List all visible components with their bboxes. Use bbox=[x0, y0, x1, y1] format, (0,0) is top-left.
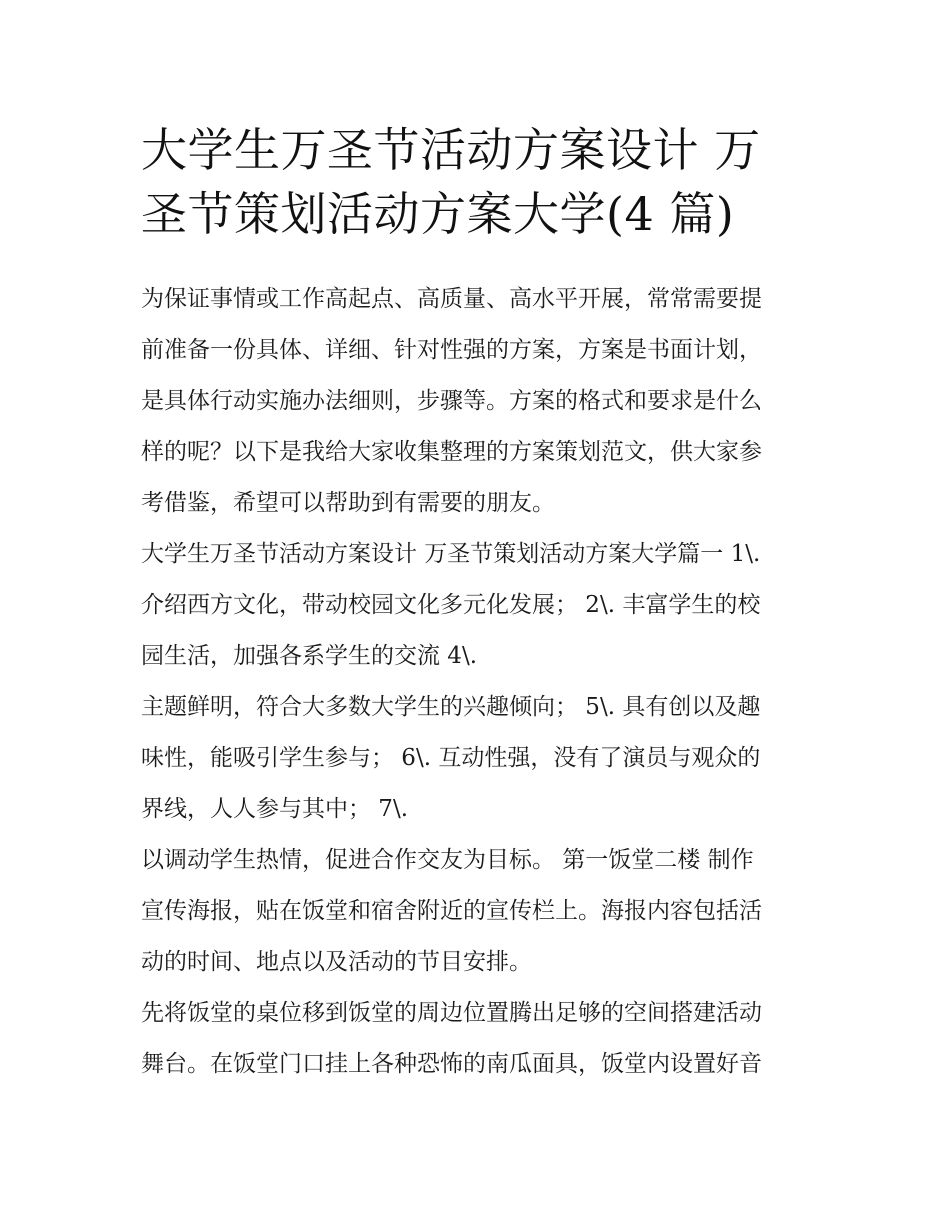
text-line: 为保证事情或工作高起点、高质量、高水平开展，常常需要提 bbox=[141, 286, 762, 312]
text-line: 介绍西方文化，带动校园文化多元化发展； 2\. 丰富学生的校 bbox=[141, 592, 761, 618]
document-body bbox=[141, 118, 813, 1090]
text-line: 动的时间、地点以及活动的节目安排。 bbox=[141, 949, 532, 975]
section-one-paragraph bbox=[141, 529, 813, 682]
theme-paragraph bbox=[141, 682, 813, 835]
text-line: 界线，人人参与其中； 7\. bbox=[141, 796, 409, 822]
text-line: 大学生万圣节活动方案设计 万圣节策划活动方案大学篇一 1\. bbox=[141, 541, 761, 567]
text-line: 是具体行动实施办法细则，步骤等。方案的格式和要求是什么 bbox=[141, 388, 762, 414]
text-line: 先将饭堂的桌位移到饭堂的周边位置腾出足够的空间搭建活动 bbox=[141, 1000, 762, 1026]
intro-paragraph bbox=[141, 274, 813, 529]
title-line: 圣节策划活动方案大学(4 篇) bbox=[141, 187, 735, 241]
text-line: 考借鉴，希望可以帮助到有需要的朋友。 bbox=[141, 490, 555, 516]
text-line: 样的呢？以下是我给大家收集整理的方案策划范文，供大家参 bbox=[141, 439, 762, 465]
text-line: 舞台。在饭堂门口挂上各种恐怖的南瓜面具，饭堂内设置好音 bbox=[141, 1051, 762, 1077]
text-line: 宣传海报，贴在饭堂和宿舍附近的宣传栏上。海报内容包括活 bbox=[141, 898, 762, 924]
text-line: 园生活，加强各系学生的交流 4\. bbox=[141, 643, 478, 669]
document-title bbox=[141, 118, 813, 246]
title-line: 大学生万圣节活动方案设计 万 bbox=[141, 123, 761, 177]
text-line: 以调动学生热情，促进合作交友为目标。 第一饭堂二楼 制作 bbox=[141, 847, 754, 873]
setup-paragraph bbox=[141, 988, 813, 1090]
text-line: 前准备一份具体、详细、针对性强的方案，方案是书面计划， bbox=[141, 337, 762, 363]
text-line: 主题鲜明，符合大多数大学生的兴趣倾向； 5\. 具有创以及趣 bbox=[141, 694, 761, 720]
text-line: 味性，能吸引学生参与； 6\. 互动性强，没有了演员与观众的 bbox=[141, 745, 761, 771]
goal-paragraph bbox=[141, 835, 813, 988]
